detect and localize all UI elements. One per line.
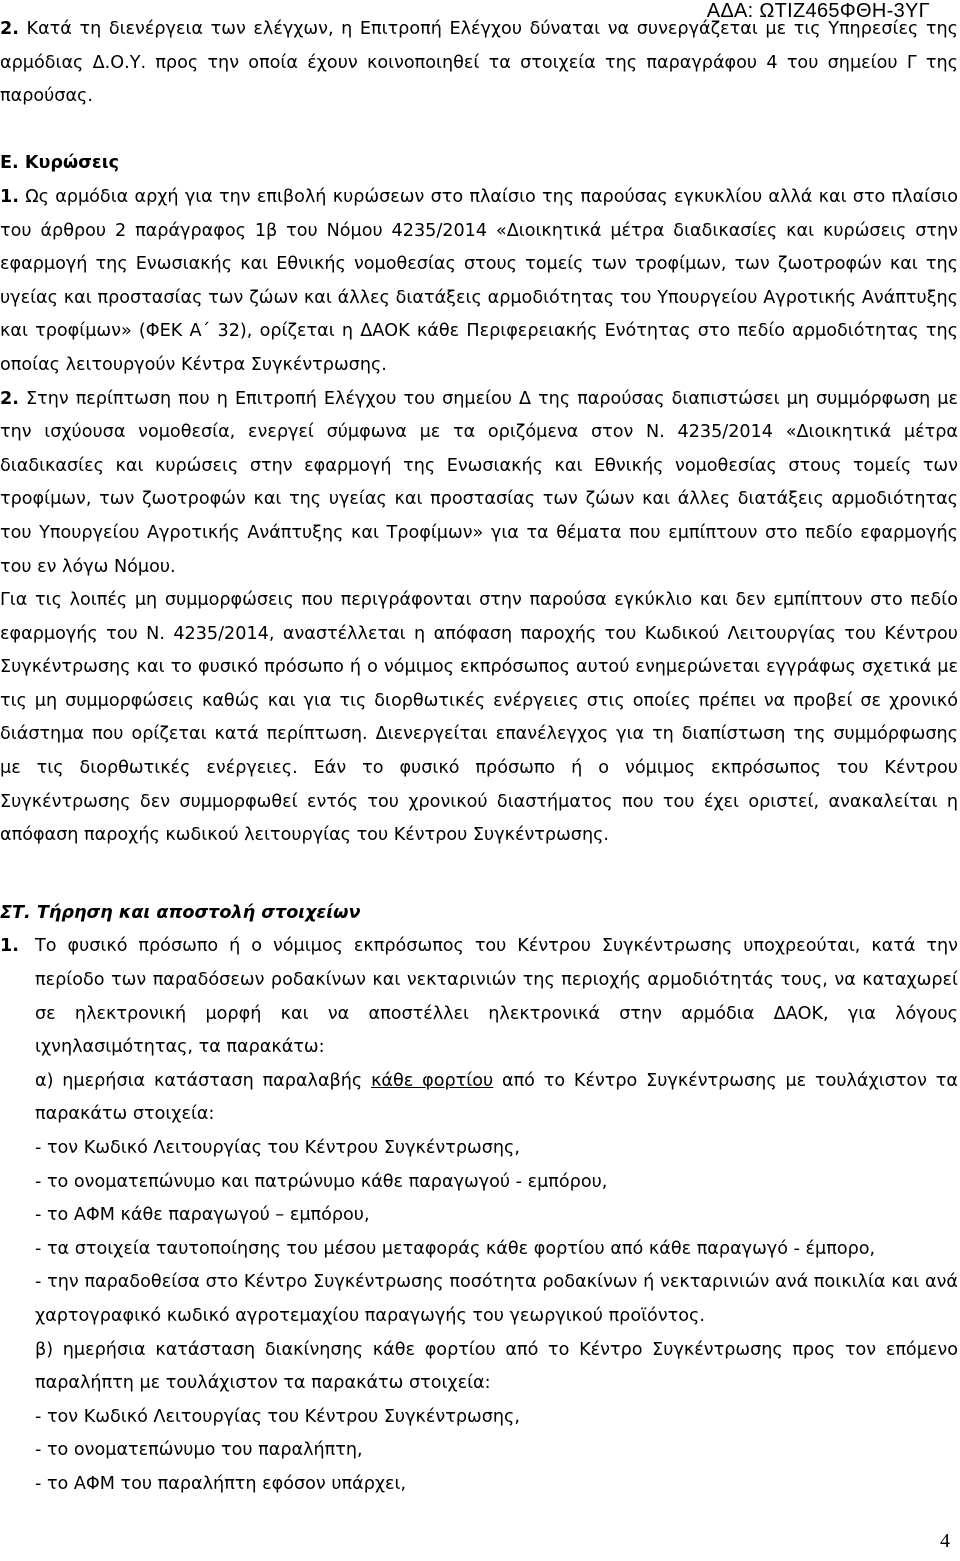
ada-code: ΑΔΑ: ΩΤΙΖ465ΦΘΗ-3ΥΓ bbox=[706, 0, 930, 22]
bullet-item: - τον Κωδικό Λειτουργίας του Κέντρου Συγκέντρωσης, bbox=[35, 1406, 520, 1427]
section-e-item-2 bbox=[0, 383, 958, 585]
section-d-item-2 bbox=[0, 13, 958, 114]
section-e-heading: Ε. Κυρώσεις bbox=[0, 153, 120, 174]
bullet-item: - το ΑΦΜ κάθε παραγωγού – εμπόρου, bbox=[35, 1205, 370, 1226]
item-text: Το φυσικό πρόσωπο ή ο νόμιμος εκπρόσωπος του Κέντρου Συγκέντρωσης υποχρεούται, κατά την περίοδο των παραδόσεων ροδακίνων και νεκταρινιών της περιοχής αρμοδιότητάς τους, να καταχωρεί σε ηλεκτρονική μορφή και να αποστέλλει ηλεκτρονικά στην αρμόδια ΔΑΟΚ, για λόγους ιχνηλασιμότητας, τα παρακάτω: bbox=[35, 936, 958, 1058]
section-e-paragraph-3: Για τις λοιπές μη συμμορφώσεις που περιγράφονται στην παρούσα εγκύκλιο και δεν εμπίπτουν στο πεδίο εφαρμογής του Ν. 4235/2014, αναστέλλεται η απόφαση παροχής του Κωδικού Λειτουργίας του Κέντρου Συγκέντρωσης και το φυσικό πρόσωπο ή ο νόμιμος εκπρόσωπος αυτού ενημερώνεται εγγράφως σχετικά με τις μη συμμορφώσεις καθώς και για τις διορθωτικές ενέργειες στις οποίες πρέπει να προβεί σε χρονικό διάστημα που ορίζεται κατά περίπτωση. Διενεργείται επανέλεγχος για τη διαπίστωση της συμμόρφωσης με τις διορθωτικές ενέργειες. Εάν το φυσικό πρόσωπο ή ο νόμιμος εκπρόσωπος του Κέντρου Συγκέντρωσης δεν συμμορφωθεί εντός του χρονικού διαστήματος που του έχει οριστεί, ανακαλείται η απόφαση παροχής κωδικού λειτουργίας του Κέντρου Συγκέντρωσης. bbox=[0, 590, 958, 846]
bullet-item: - τον Κωδικό Λειτουργίας του Κέντρου Συγκέντρωσης, bbox=[35, 1138, 520, 1158]
alpha-text-start: α) ημερήσια κατάσταση παραλαβής bbox=[35, 1070, 372, 1091]
beta-paragraph: β) ημερήσια κατάσταση διακίνησης κάθε φορτίου από το Κέντρο Συγκέντρωσης προς τον επόμενο παραλήπτη με τουλάχιστον τα παρακάτω στοιχεία: bbox=[35, 1339, 958, 1394]
page-number: 4 bbox=[940, 1530, 950, 1552]
document-body bbox=[0, 13, 958, 1502]
bullet-item: - τα στοιχεία ταυτοποίησης του μέσου μεταφοράς κάθε φορτίου από κάθε παραγωγό - έμπορο, bbox=[35, 1238, 876, 1259]
bullet-item: - το ονοματεπώνυμο του παραλήπτη, bbox=[35, 1440, 363, 1461]
bullet-item: - την παραδοθείσα στο Κέντρο Συγκέντρωσης ποσότητα ροδακίνων ή νεκταρινιών ανά ποικιλία και ανά χαρτογραφικό κωδικό αγροτεμαχίου παραγωγής του γεωργικού προϊόντος. bbox=[35, 1272, 958, 1326]
bullet-item: - το ονοματεπώνυμο και πατρώνυμο κάθε παραγωγού - εμπόρου, bbox=[35, 1171, 608, 1192]
item-text: Στην περίπτωση που η Επιτροπή Ελέγχου του σημείου Δ της παρούσας διαπιστώσει μη συμμόρφωση με την ισχύουσα νομοθεσία, ενεργεί σύμφωνα με τα οριζόμενα στον Ν. 4235/2014 «Διοικητικά μέτρα διαδικασίες και κυρώσεις στην εφαρμογή της Ενωσιακής και Εθνικής νομοθεσίας στους τομείς των τροφίμων, των ζωοτροφών και της υγείας και προστασίας των ζώων και άλλες διατάξεις αρμοδιότητας του Υπουργείου Αγροτικής Ανάπτυξης και Τροφίμων» για τα θέματα που εμπίπτουν στο πεδίο εφαρμογής του εν λόγω Νόμου. bbox=[0, 388, 959, 577]
alpha-paragraph bbox=[0, 1065, 958, 1132]
item-number: 1. bbox=[0, 186, 19, 207]
section-st-item-1 bbox=[0, 930, 958, 1064]
alpha-text-end: από το Κέντρο Συγκέντρωσης με τουλάχιστον τα παρακάτω στοιχεία: bbox=[35, 1070, 958, 1125]
item-text: Κατά τη διενέργεια των ελέγχων, η Επιτροπή Ελέγχου δύναται να συνεργάζεται με τις Υπηρεσίες της αρμόδιας Δ.Ο.Υ. προς την οποία έχουν κοινοποιηθεί τα στοιχεία της παραγράφου 4 του σημείου Γ της παρούσας. bbox=[0, 19, 958, 107]
item-number: 2. bbox=[0, 388, 19, 409]
item-number: 1. bbox=[0, 936, 19, 957]
alpha-underlined-text: κάθε φορτίου bbox=[371, 1070, 494, 1091]
section-e-item-1 bbox=[0, 181, 958, 383]
item-text: Ως αρμόδια αρχή για την επιβολή κυρώσεων στο πλαίσιο της παρούσας εγκυκλίου αλλά και στο πλαίσιο του άρθρου 2 παράγραφος 1β του Νόμου 4235/2014 «Διοικητικά μέτρα διαδικασίες και κυρώσεις στην εφαρμογή της Ενωσιακής και Εθνικής νομοθεσίας στους τομείς των τροφίμων, των ζωοτροφών και της υγείας και προστασίας των ζώων και άλλες διατάξεις αρμοδιότητας του Υπουργείου Αγροτικής Ανάπτυξης και τροφίμων» (ΦΕΚ Α΄ 32), ορίζεται η ΔΑΟΚ κάθε Περιφερειακής Ενότητας στο πεδίο αρμοδιότητας της οποίας λειτουργούν Κέντρα Συγκέντρωσης. bbox=[0, 186, 958, 375]
bullet-item: - το ΑΦΜ του παραλήπτη εφόσον υπάρχει, bbox=[35, 1473, 407, 1494]
section-st-heading: ΣΤ. Τήρηση και αποστολή στοιχείων bbox=[0, 902, 361, 923]
item-number: 2. bbox=[0, 19, 19, 39]
